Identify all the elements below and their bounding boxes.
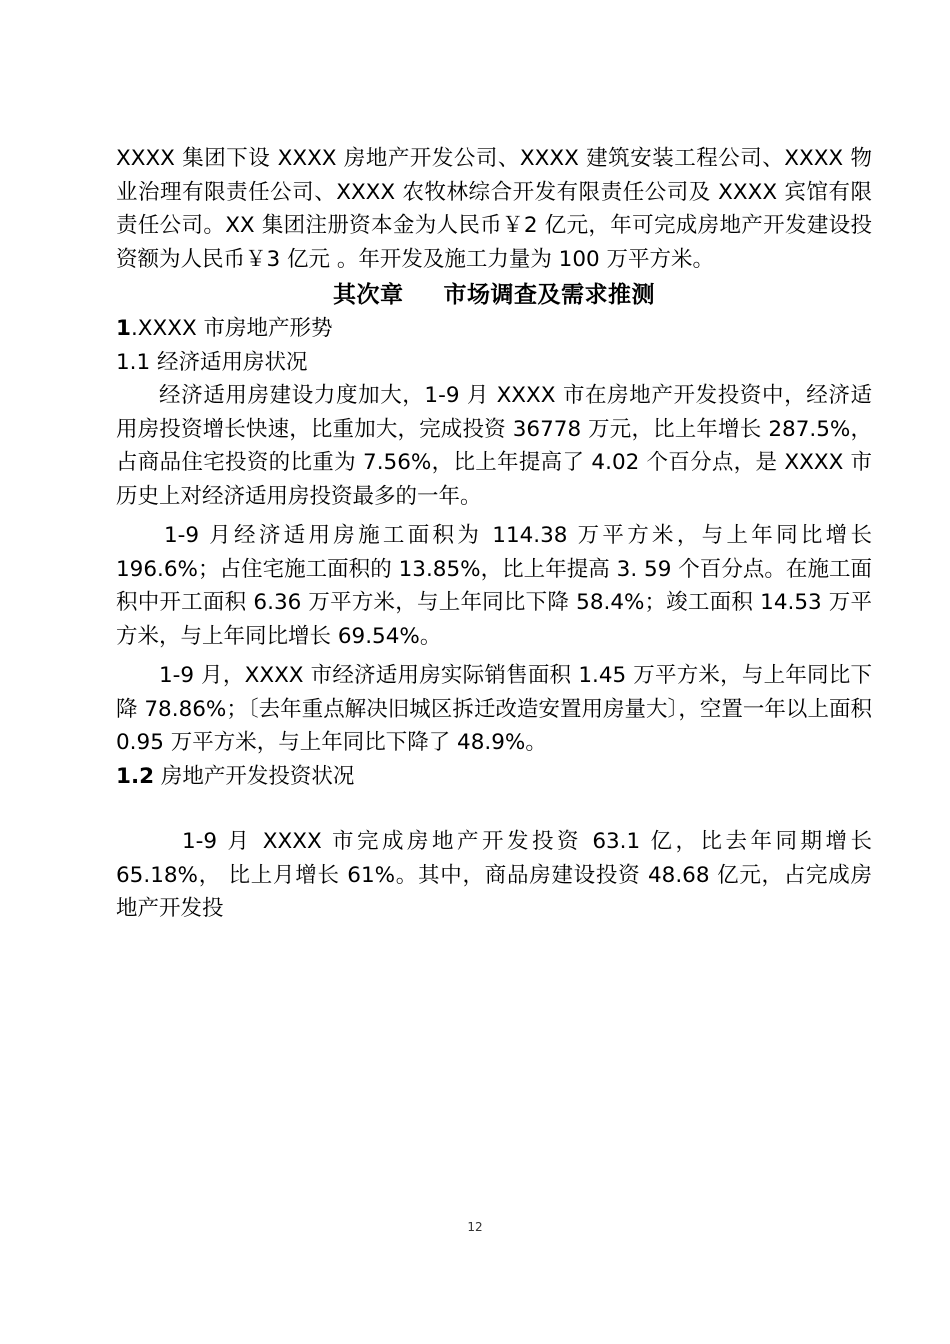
affordable-housing-paragraph-2: 1-9 月经济适用房施工面积为 114.38 万平方米，与上年同比增长 196.6%；占住宅施工面积的 13.85%，比上年提高 3. 59 个百分点。在施工面积中开工面积 6.36 万平方米，与上年同比下降 58.4%；竣工面积 14.53 万平方米，与上年同比增长 69.54%。 — [116, 523, 872, 649]
section-heading-1-2-number: 1.2 — [116, 763, 155, 789]
intro-paragraph: XXXX 集团下设 XXXX 房地产开发公司、XXXX 建筑安装工程公司、XXXX 物业治理有限责任公司、XXXX 农牧林综合开发有限责任公司及 XXXX 宾馆有限责任公司。XX 集团注册资本金为人民币￥2 亿元，年可完成房地产开发建设投资额为人民币￥3 亿元 。年开发及施工力量为 100 万平方米。 — [116, 146, 872, 272]
affordable-housing-paragraph-1: 经济适用房建设力度加大，1-9 月 XXXX 市在房地产开发投资中，经济适用房投资增长快速，比重加大，完成投资 36778 万元，比上年增长 287.5%，占商品住宅投资的比重为 7.56%，比上年提高了 4.02 个百分点，是 XXXX 市历史上对经济适用房投资最多的一年。 — [116, 383, 872, 509]
section-heading-1-1: 1.1 经济适用房状况 — [116, 349, 308, 375]
section-heading-1-number: 1 — [116, 316, 131, 341]
section-heading-1 — [116, 312, 872, 346]
document-body — [116, 142, 872, 926]
chapter-number: 其次章 — [333, 282, 404, 308]
affordable-housing-paragraph-3: 1-9 月，XXXX 市经济适用房实际销售面积 1.45 万平方米，与上年同比下降 78.86%；〔去年重点解决旧城区拆迁改造安置用房量大〕，空置一年以上面积 0.95 万平方米，与上年同比下降了 48.9%。 — [116, 663, 872, 755]
section-heading-1-text: .XXXX 市房地产形势 — [130, 316, 333, 341]
investment-paragraph-1: 1-9 月 XXXX 市完成房地产开发投资 63.1 亿，比去年同期增长 65.18%， 比上月增长 61%。其中，商品房建设投资 48.68 亿元，占完成房地产开发投 — [116, 829, 872, 921]
section-heading-1-2 — [116, 760, 872, 794]
chapter-title — [116, 278, 872, 312]
chapter-name: 市场调查及需求推测 — [443, 282, 655, 308]
page-number: 12 — [467, 1220, 483, 1234]
section-heading-1-2-text: 房地产开发投资状况 — [154, 763, 355, 789]
